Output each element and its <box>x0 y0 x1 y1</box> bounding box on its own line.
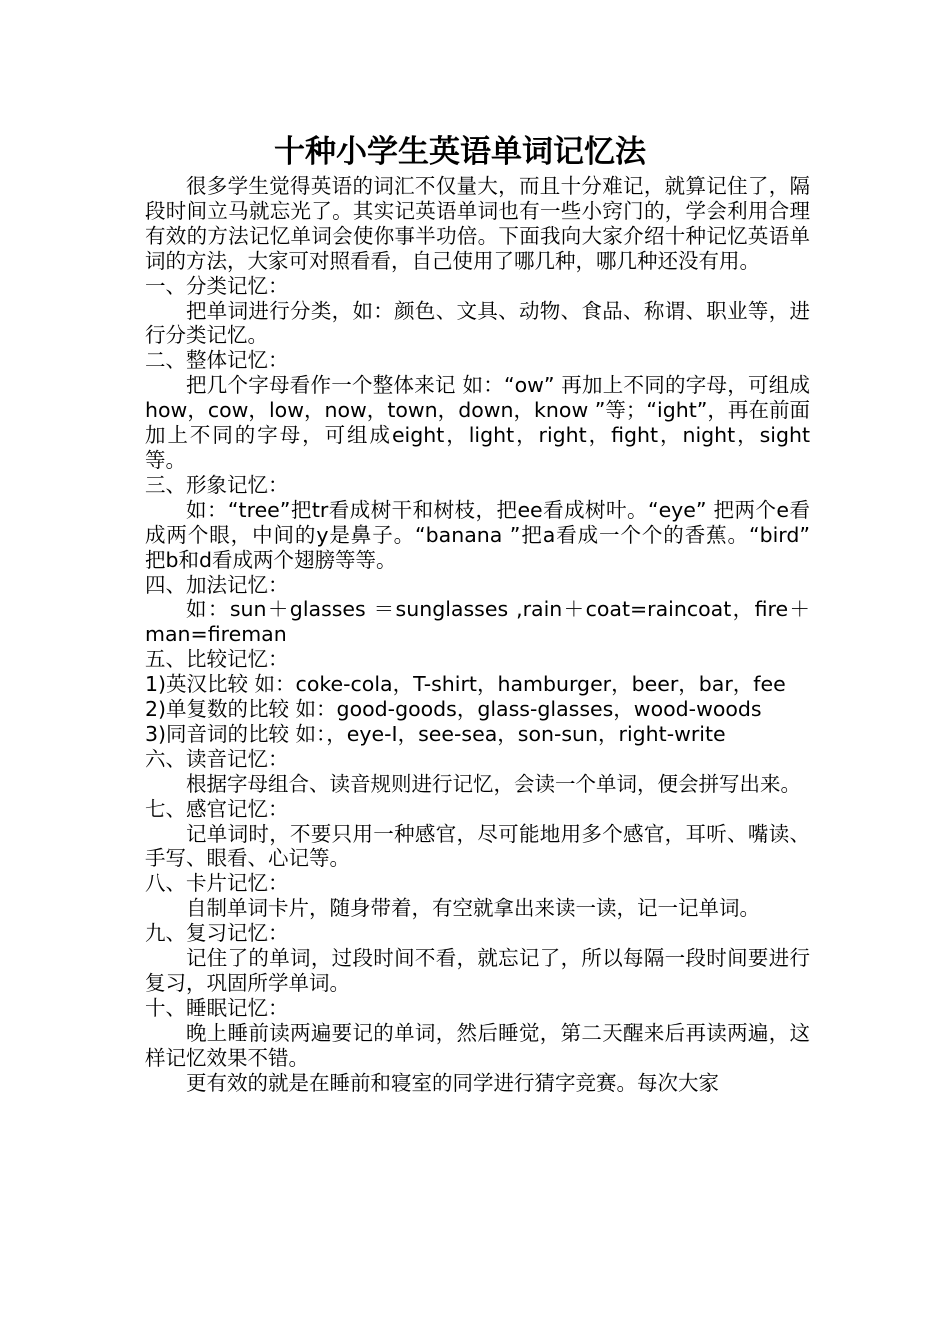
section-heading-8: 八、卡片记忆： <box>145 871 289 896</box>
section-paragraph-9: 记住了的单词，过段时间不看，就忘记了，所以每隔一段时间要进行复习，巩固所学单词。 <box>145 946 810 995</box>
section-paragraph-10a: 晚上睡前读两遍要记的单词，然后睡觉，第二天醒来后再读两遍，这样记忆效果不错。 <box>145 1020 810 1070</box>
section-heading-4: 四、加法记忆： <box>145 572 289 597</box>
section-paragraph-8: 自制单词卡片，随身带着，有空就拿出来读一读，记一记单词。 <box>186 896 760 921</box>
section-heading-10: 十、睡眠记忆： <box>145 995 289 1020</box>
section-paragraph-3: 如：“tree”把tr看成树干和树枝，把ee看成树叶。“eye” 把两个e看成两个眼，中间的y是鼻子。“banana ”把a看成一个个的香蕉。“bird” 把b和d看成两个翅膀等等。 <box>145 497 810 572</box>
intro-paragraph: 很多学生觉得英语的词汇不仅量大，而且十分难记，就算记住了，隔段时间立马就忘光了。其实记英语单词也有一些小窍门的，学会利用合理有效的方法记忆单词会使你事半功倍。下面我向大家介绍十种记忆英语单词的方法，大家可对照看看，自己使用了哪几种，哪几种还没有用。 <box>145 174 810 273</box>
document-title: 十种小学生英语单词记忆法 <box>274 134 646 170</box>
section-paragraph-7: 记单词时，不要只用一种感官，尽可能地用多个感官，耳听、嘴读、手写、眼看、心记等。 <box>145 821 810 871</box>
section-paragraph-6: 根据字母组合、读音规则进行记忆，会读一个单词，便会拼写出来。 <box>186 771 801 796</box>
comparison-item-1: 1)英汉比较 如：coke-cola，T-shirt，hamburger，beer，bar，fee <box>145 672 786 697</box>
section-heading-7: 七、感官记忆： <box>145 796 289 821</box>
section-paragraph-1: 把单词进行分类，如：颜色、文具、动物、食品、称谓、职业等，进行分类记忆。 <box>145 298 810 348</box>
section-paragraph-10b: 更有效的就是在睡前和寝室的同学进行猜字竞赛。每次大家 <box>186 1070 719 1095</box>
section-paragraph-2: 把几个字母看作一个整体来记 如：“ow” 再加上不同的字母，可组成how，cow，low，now，town，down，know ”等；“ight”，再在前面加上不同的字母，可组成eight，light，right，fight，night，sight等。 <box>145 373 810 472</box>
document-body <box>145 174 810 1096</box>
comparison-item-2: 2)单复数的比较 如：good-goods，glass-glasses，wood-woods <box>145 697 762 722</box>
section-heading-6: 六、读音记忆： <box>145 746 289 771</box>
section-heading-5: 五、比较记忆： <box>145 647 289 672</box>
section-heading-3: 三、形象记忆： <box>145 472 289 497</box>
comparison-item-3: 3)同音词的比较 如：，eye-I，see-sea，son-sun，right-write <box>145 721 726 746</box>
section-heading-1: 一、分类记忆： <box>145 273 289 298</box>
section-heading-9: 九、复习记忆： <box>145 921 289 946</box>
section-paragraph-4: 如：sun＋glasses ＝sunglasses ,rain＋coat=raincoat，fire＋man=fireman <box>145 597 810 647</box>
section-heading-2: 二、整体记忆： <box>145 348 289 373</box>
